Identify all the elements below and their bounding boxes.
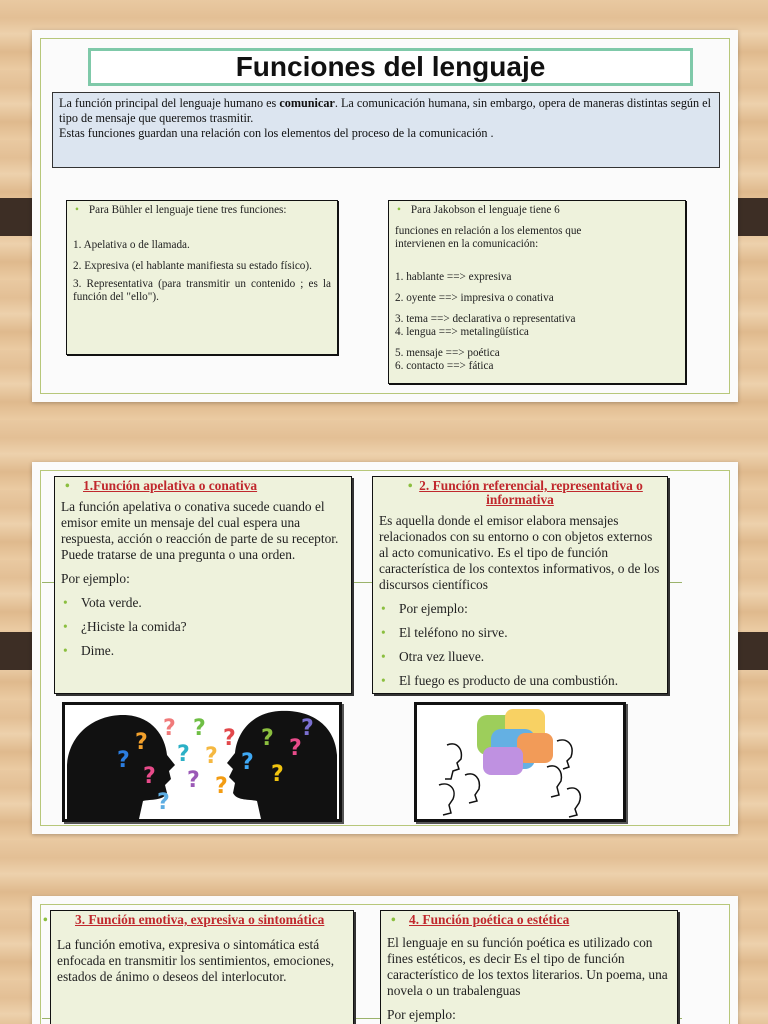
intro-bold-word: comunicar (279, 96, 335, 110)
svg-text:?: ? (187, 768, 200, 793)
example-text: Vota verde. (81, 595, 142, 610)
example-text: El teléfono no sirve. (399, 625, 508, 640)
example-text: Dime. (81, 643, 115, 658)
referencial-body: Es aquella donde el emisor elabora mensajes relacionados con su entorno o con objetos externos al acto comunicativo. Es el tipo de función característica de los contextos informativos, o de los discursos científicos (379, 513, 660, 592)
list-item (379, 649, 661, 665)
svg-text:?: ? (301, 716, 314, 741)
bullet-icon: • (43, 912, 48, 927)
example-text: El fuego es producto de una combustión. (399, 673, 619, 688)
slide-emotiva-poetica (32, 896, 738, 1024)
intro-text-end: . La comunicación humana, sin embargo, opera de maneras distintas según el tipo de mensaje que queremos trasmitir. (59, 96, 711, 125)
list-item (379, 625, 661, 641)
bullet-icon: • (63, 595, 68, 610)
referencial-card (372, 476, 668, 694)
buhler-header-text: Para Bühler el lenguaje tiene tres funciones: (88, 204, 287, 216)
poetica-example-label: Por ejemplo: (387, 1007, 456, 1022)
svg-text:?: ? (135, 730, 148, 755)
example-text: Por ejemplo: (399, 601, 468, 616)
intro-line2: Estas funciones guardan una relación con los elementos del proceso de la comunicación . (59, 126, 494, 140)
poetica-body: El lenguaje en su función poética es utilizado con fines estéticos, es decir Es el tipo de función característico de los textos literarios. Un poema, una novela o un trabalenguas (387, 935, 668, 998)
svg-text:?: ? (271, 762, 284, 787)
svg-text:?: ? (241, 750, 254, 775)
apelativa-title (61, 479, 345, 493)
svg-text:?: ? (117, 748, 130, 773)
svg-text:?: ? (143, 764, 156, 789)
example-text: ¿Hiciste la comida? (81, 619, 187, 634)
apelativa-card (54, 476, 352, 694)
bullet-icon: • (65, 478, 70, 493)
poetica-title (387, 913, 671, 927)
jakobson-item: 3. tema ==> declarativa o representativa (395, 313, 576, 325)
jakobson-card (388, 200, 686, 384)
apelativa-title-text: Función apelativa o conativa (93, 478, 258, 493)
heads-question-marks-image (62, 702, 342, 822)
jakobson-header (395, 204, 679, 217)
jakobson-item: 5. mensaje ==> poética (395, 347, 500, 359)
emotiva-title (43, 912, 347, 927)
apelativa-example-label: Por ejemplo: (61, 571, 130, 586)
poetica-card (380, 910, 678, 1024)
buhler-item: 3. Representativa (para transmitir un contenido ; es la función del "ello"). (73, 278, 331, 303)
svg-text:?: ? (163, 716, 176, 741)
intro-text-box (52, 92, 720, 168)
slide-funciones-del-lenguaje (32, 30, 738, 402)
apelativa-examples (61, 595, 345, 659)
referencial-title-text: 2. Función referencial, representativa o informativa (419, 478, 643, 507)
bullet-icon: • (75, 204, 79, 216)
heads-illustration-icon (65, 705, 339, 819)
svg-text:?: ? (261, 726, 274, 751)
buhler-item: 2. Expresiva (el hablante manifiesta su estado físico). (73, 260, 312, 272)
jakobson-item: 1. hablante ==> expresiva (395, 271, 512, 283)
bullet-icon: • (381, 649, 386, 664)
list-item (61, 619, 345, 635)
intro-paragraph (59, 96, 713, 126)
svg-text:?: ? (289, 736, 302, 761)
svg-text:?: ? (157, 790, 170, 815)
svg-text:?: ? (177, 742, 190, 767)
svg-text:?: ? (205, 744, 218, 769)
list-item (379, 673, 661, 689)
slide-title: Funciones del lenguaje (88, 48, 693, 86)
svg-text:?: ? (223, 726, 236, 751)
buhler-card (66, 200, 338, 355)
slide-apelativa-referencial (32, 462, 738, 834)
bullet-icon: • (63, 643, 68, 658)
apelativa-body: La función apelativa o conativa sucede cuando el emisor emite un mensaje del cual espera una respuesta, acción o reacción de parte de su receptor. Puede tratarse de una pregunta o una orden. (61, 499, 339, 562)
jakobson-item: 4. lengua ==> metalingüística (395, 326, 529, 338)
buhler-header (73, 204, 331, 217)
bullet-icon: • (407, 478, 413, 493)
emotiva-title-text: 3. Función emotiva, expresiva o sintomática (75, 912, 325, 927)
jakobson-header-text: Para Jakobson el lenguaje tiene 6 (410, 204, 560, 216)
list-item (61, 643, 345, 659)
emotiva-card (43, 910, 354, 1024)
poetica-title-text: 4. Función poética o estética (409, 912, 570, 927)
bullet-icon: • (381, 673, 386, 688)
buhler-item: 1. Apelativa o de llamada. (73, 239, 190, 251)
bullet-icon: • (391, 912, 396, 927)
bullet-icon: • (381, 625, 386, 640)
bullet-icon: • (63, 619, 68, 634)
referencial-title (379, 479, 661, 507)
referencial-examples (379, 601, 661, 689)
people-speech-bubbles-image (414, 702, 626, 822)
apelativa-number: 1. (83, 478, 94, 493)
svg-text:?: ? (215, 774, 228, 799)
jakobson-item: 2. oyente ==> impresiva o conativa (395, 292, 554, 304)
jakobson-subheader: funciones en relación a los elementos que intervienen en la comunicación: (395, 225, 582, 250)
list-item (61, 595, 345, 611)
jakobson-item: 6. contacto ==> fática (395, 360, 494, 372)
bullet-icon: • (381, 601, 386, 616)
svg-text:?: ? (193, 716, 206, 741)
speech-bubbles-illustration-icon (417, 705, 623, 819)
intro-text-start: La función principal del lenguaje humano es (59, 96, 280, 110)
example-text: Otra vez llueve. (399, 649, 485, 664)
list-item (379, 601, 661, 617)
bullet-icon: • (397, 204, 401, 216)
emotiva-body: La función emotiva, expresiva o sintomática está enfocada en transmitir los sentimientos, emociones, estados de ánimo o deseos del interlocutor. (57, 937, 335, 984)
